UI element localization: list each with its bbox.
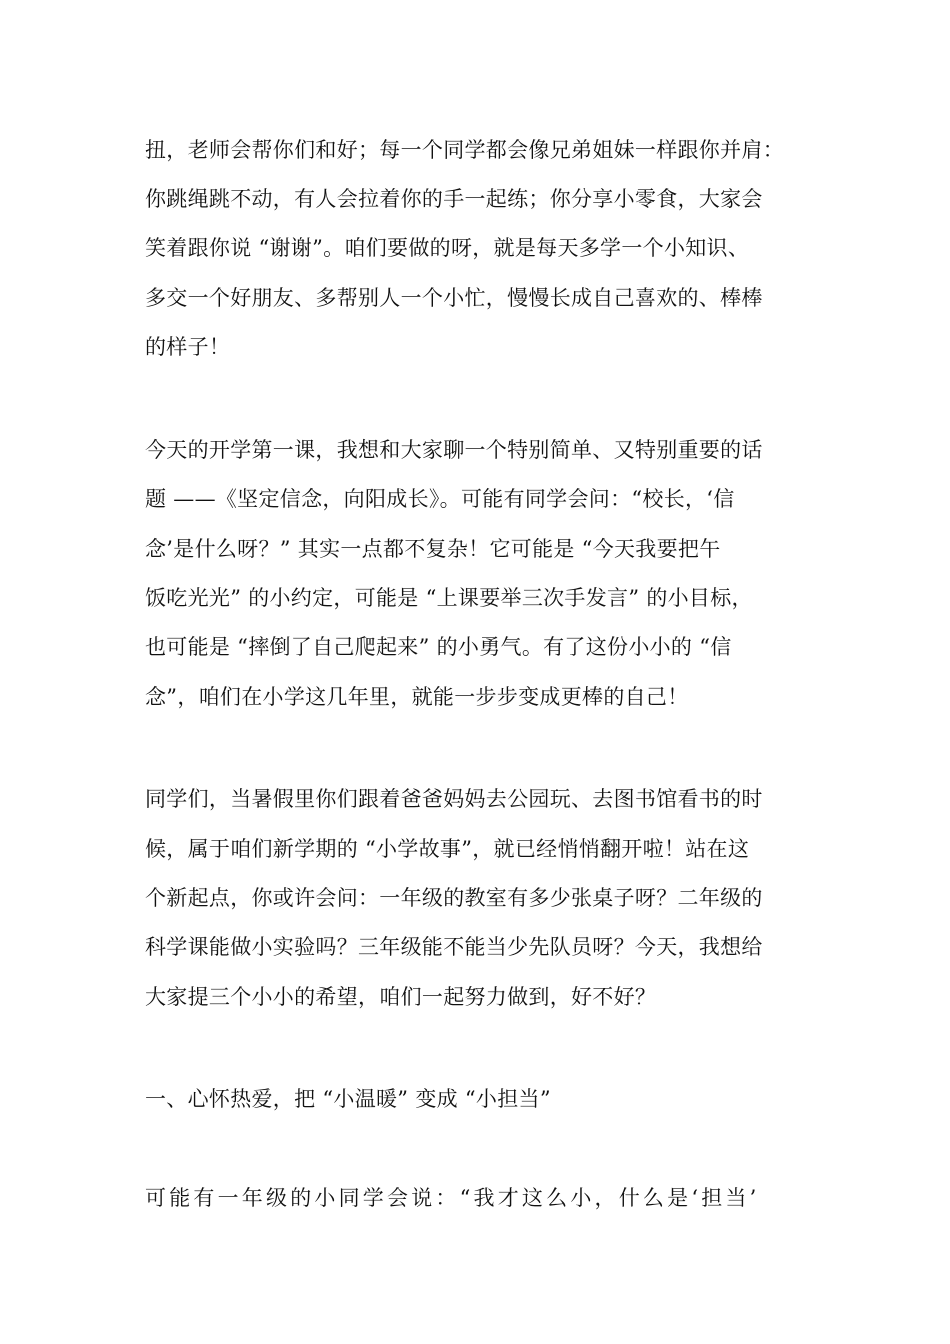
text-line: 饭吃光光” 的小约定，可能是 “上课要举三次手发言” 的小目标，: [145, 586, 753, 610]
text-line: 多交一个好朋友、多帮别人一个小忙，慢慢长成自己喜欢的、棒棒: [145, 286, 763, 310]
text-line: 念’是什么呀？” 其实一点都不复杂！它可能是 “今天我要把午: [145, 537, 721, 561]
text-line: 大家提三个小小的希望，咱们一起努力做到，好不好？: [145, 985, 657, 1009]
text-line: 今天的开学第一课，我想和大家聊一个特别简单、又特别重要的话: [145, 438, 763, 462]
text-line: 科学课能做小实验吗？三年级能不能当少先队员呀？今天，我想给: [145, 935, 763, 959]
text-line: 可能有一年级的小同学会说：“我才这么小，什么是‘担当’: [145, 1186, 760, 1210]
text-line: 笑着跟你说 “谢谢”。咱们要做的呀，就是每天多学一个小知识、: [145, 236, 750, 260]
text-line: 个新起点，你或许会问：一年级的教室有多少张桌子呀？二年级的: [145, 886, 763, 910]
text-line: 你跳绳跳不动，有人会拉着你的手一起练；你分享小零食，大家会: [145, 187, 763, 211]
text-line: 念”，咱们在小学这几年里，就能一步步变成更棒的自己！: [145, 685, 689, 709]
text-line: 候，属于咱们新学期的 “小学故事”，就已经悄悄翻开啦！站在这: [145, 837, 750, 861]
text-line: 的样子！: [145, 335, 231, 359]
text-line: 同学们，当暑假里你们跟着爸爸妈妈去公园玩、去图书馆看书的时: [145, 787, 763, 811]
text-line: 也可能是 “摔倒了自己爬起来” 的小勇气。有了这份小小的 “信: [145, 635, 732, 659]
text-line: 题 ——《坚定信念，向阳成长》。可能有同学会问：“校长，‘信: [145, 487, 735, 511]
text-line: 扭，老师会帮你们和好；每一个同学都会像兄弟姐妹一样跟你并肩：: [145, 138, 784, 162]
section-heading: 一、心怀热爱，把 “小温暖” 变成 “小担当”: [145, 1087, 551, 1111]
